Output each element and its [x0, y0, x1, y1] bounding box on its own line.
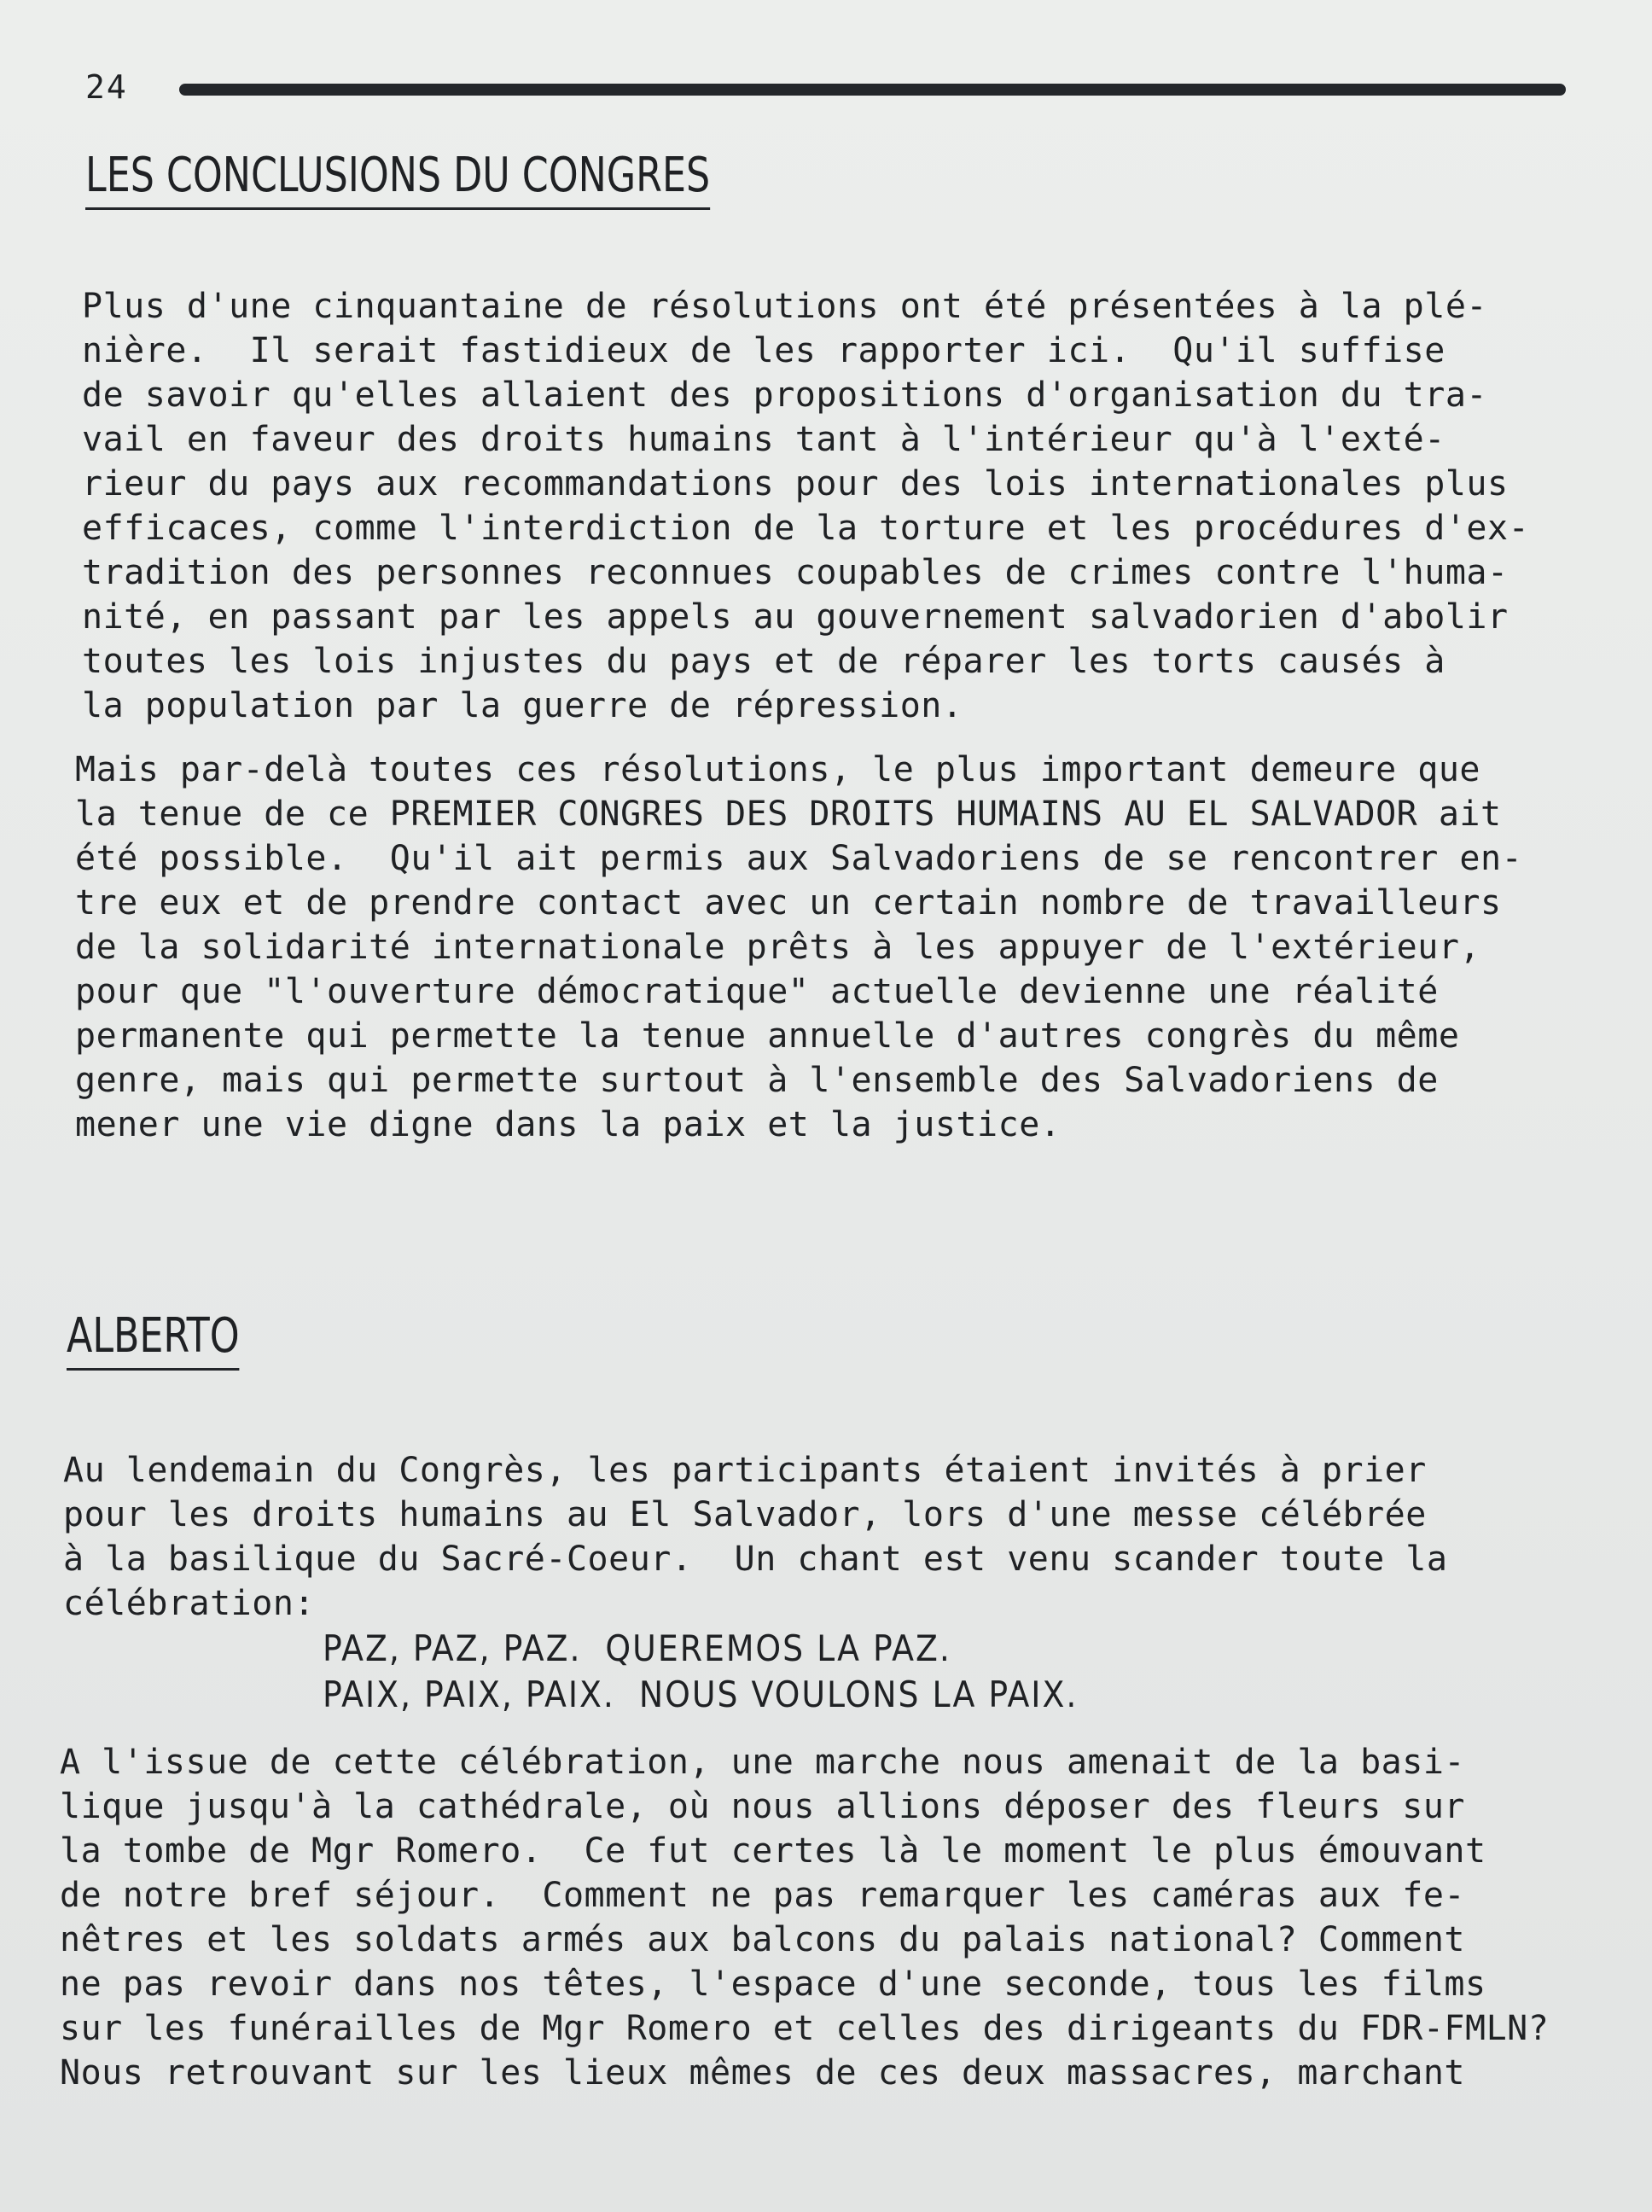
paragraph-congress-importance: Mais par-delà toutes ces résolutions, le plus important demeure que la tenue de ce PREMIER CONGRES DES DROITS HUMAINS AU EL SALVADOR ait été possible. Qu'il ait permis aux Salvadoriens de se rencontrer en- tre eux et de prendre contact avec un certain nombre de travailleurs de la solidarité internationale prêts à les appuyer de l'extérieur, pour que "l'ouverture démocratique" actuelle devienne une réalité permanente qui permette la tenue annuelle d'autres congrès du même genre, mais qui permette surtout à l'ensemble des Salvadoriens de mener une vie digne dans la paix et la justice. — [75, 750, 1523, 1144]
section-heading-alberto: ALBERTO — [67, 1310, 240, 1371]
paragraph-resolutions: Plus d'une cinquantaine de résolutions ont été présentées à la plé- nière. Il serait fastidieux de les rapporter ici. Qu'il suffise de savoir qu'elles allaient des propositions d'organisation du tra- vail en faveur des droits humains tant à l'intérieur qu'à l'exté- rieur du pays aux recommandations pour des lois internationales plus efficaces, comme l'interdiction de la torture et les procédures d'ex- tradition des personnes reconnues coupables de crimes contre l'huma- nité, en passant par les appels au gouvernement salvadorien d'abolir toutes les lois injustes du pays et de réparer les torts causés à la population par la guerre de répression. — [82, 287, 1530, 725]
page-number: 24 — [85, 68, 128, 106]
section-heading-conclusions: LES CONCLUSIONS DU CONGRES — [85, 149, 710, 210]
chant-lyrics: PAZ, PAZ, PAZ. QUEREMOS LA PAZ. PAIX, PAIX, PAIX. NOUS VOULONS LA PAIX. — [323, 1627, 1079, 1715]
paragraph-march: A l'issue de cette célébration, une marche nous amenait de la basi- lique jusqu'à la cathédrale, où nous allions déposer des fleurs sur la tombe de Mgr Romero. Ce fut certes là le moment le plus émouvant de notre bref séjour. Comment ne pas remarquer les caméras aux fe- nêtres et les soldats armés aux balcons du palais national? Comment ne pas revoir dans nos têtes, l'espace d'une seconde, tous les films sur les funérailles de Mgr Romero et celles des dirigeants du FDR-FMLN? Nous retrouvant sur les lieux mêmes de ces deux massacres, marchant — [60, 1743, 1550, 2093]
header-rule — [179, 84, 1566, 96]
paragraph-mass: Au lendemain du Congrès, les participants étaient invités à prier pour les droits humains au El Salvador, lors d'une messe célébrée à la basilique du Sacré-Coeur. Un chant est venu scander toute la célébration: — [63, 1451, 1448, 1623]
